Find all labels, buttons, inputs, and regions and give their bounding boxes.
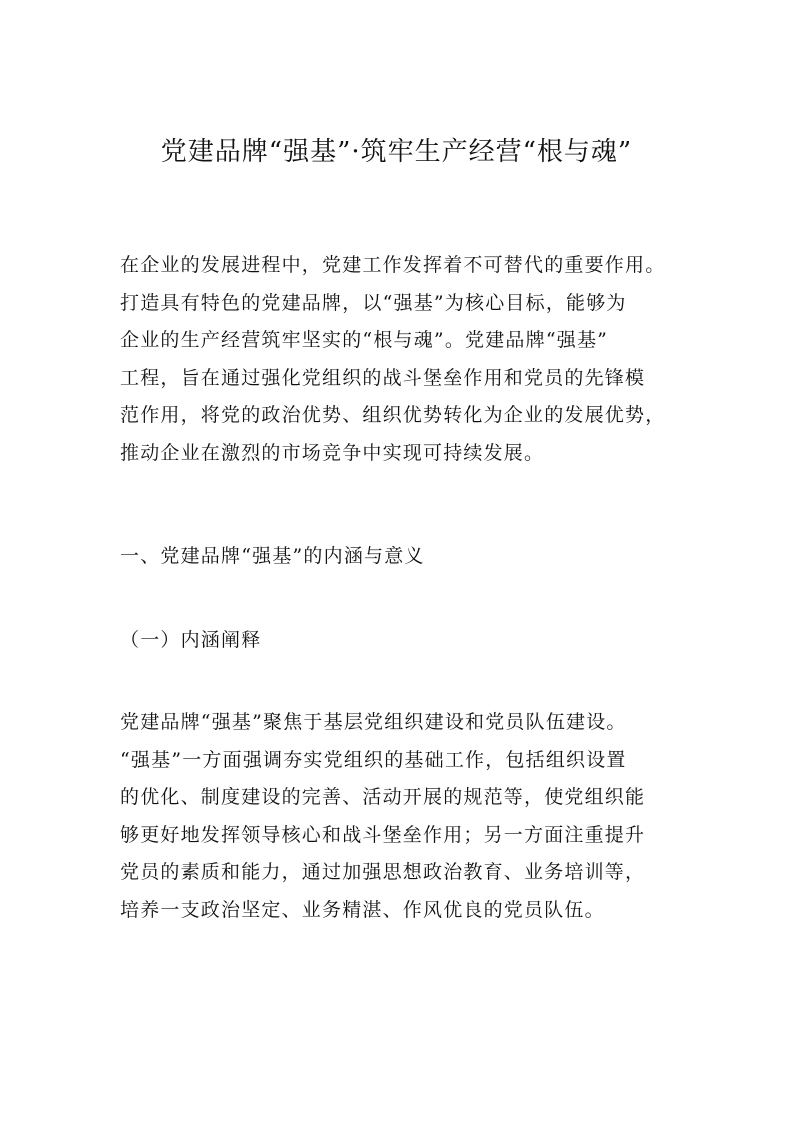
paragraph-line: 党员的素质和能力，通过加强思想政治教育、业务培训等，	[120, 861, 646, 883]
paragraph-line: 打造具有特色的党建品牌，以“强基”为核心目标，能够为	[120, 291, 627, 314]
connotation-paragraph	[120, 704, 720, 929]
paragraph-line: 够更好地发挥领导核心和战斗堡垒作用；另一方面注重提升	[120, 823, 646, 846]
paragraph-line: 工程，旨在通过强化党组织的战斗堡垒作用和党员的先锋模	[120, 366, 646, 389]
document-title: 党建品牌“强基”·筑牢生产经营“根与魂”	[160, 137, 633, 167]
paragraph-line: 范作用，将党的政治优势、组织优势转化为企业的发展优势，	[120, 404, 666, 426]
paragraph-line: 培养一支政治坚定、业务精湛、作风优良的党员队伍。	[120, 898, 605, 921]
paragraph-line: 推动企业在激烈的市场竞争中实现可持续发展。	[120, 441, 545, 464]
intro-paragraph	[120, 247, 720, 472]
paragraph-line: 企业的生产经营筑牢坚实的“根与魂”。党建品牌“强基”	[120, 329, 609, 351]
section-heading: 一、党建品牌“强基”的内涵与意义	[120, 545, 425, 567]
subsection-heading: （一）内涵阐释	[120, 629, 262, 651]
paragraph-line: 党建品牌“强基”聚焦于基层党组织建设和党员队伍建设。	[120, 711, 627, 733]
paragraph-line: “强基”一方面强调夯实党组织的基础工作，包括组织设置	[120, 748, 627, 771]
paragraph-line: 在企业的发展进程中，党建工作发挥着不可替代的重要作用。	[120, 254, 666, 276]
paragraph-line: 的优化、制度建设的完善、活动开展的规范等，使党组织能	[120, 786, 646, 808]
